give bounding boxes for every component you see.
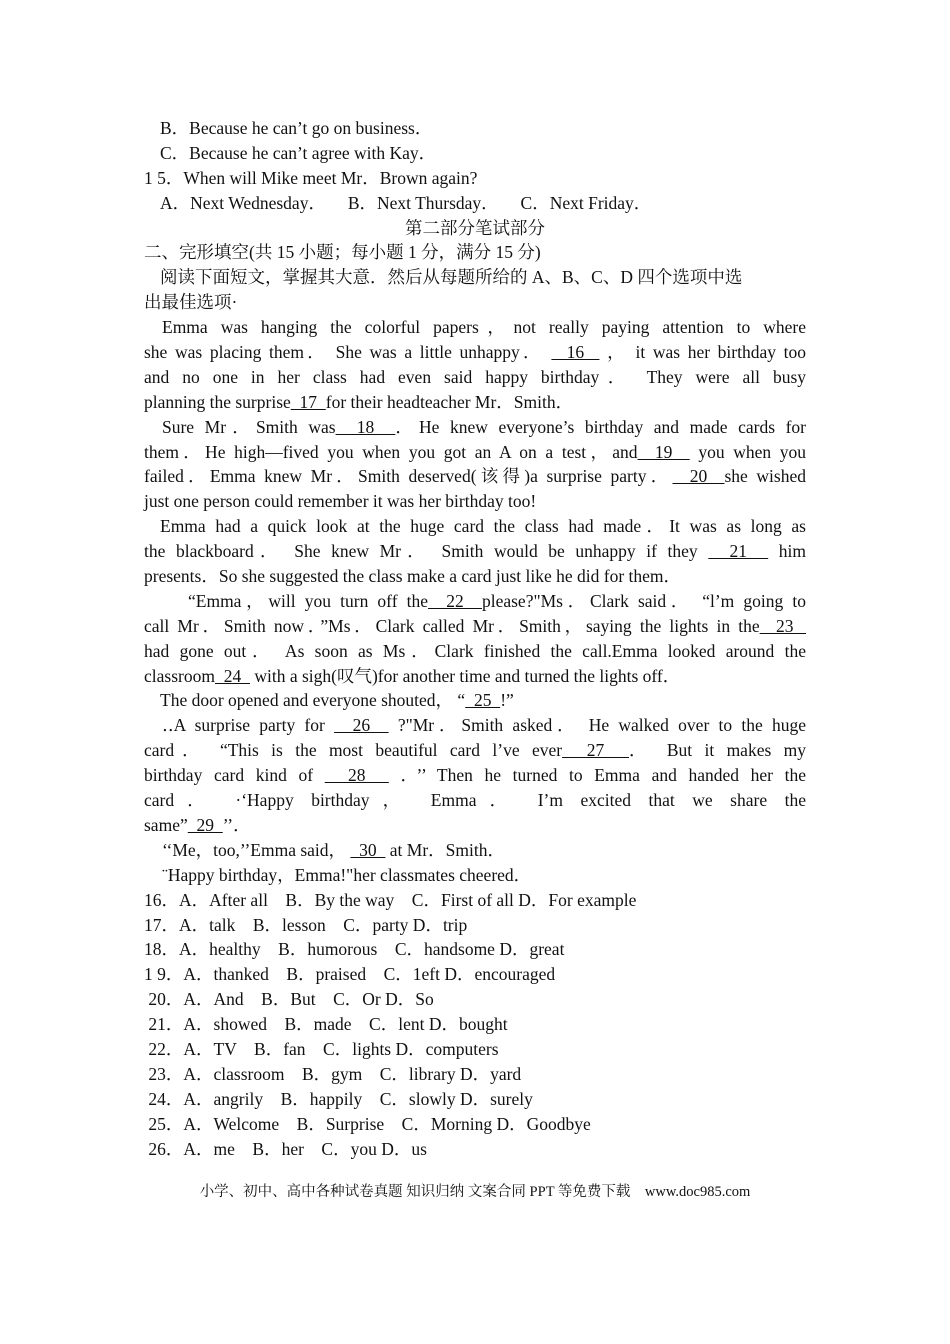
passage-line: failed．Emma knew Mr．Smith deserved(该得)a surprise party． 20 she wished [144, 466, 806, 487]
passage-line: the blackboard． She knew Mr． Smith would be unhappy if they 21 him [144, 541, 806, 562]
question-18: 18．A．healthy B．humorous C．handsome D．great [144, 939, 565, 960]
passage-line: them．He high—fived you when you got an A on a test，and 19 you when you [144, 441, 806, 462]
passage-line: Sure Mr．Smith was 18 ．He knew everyone’s birthday and made cards for [162, 416, 806, 437]
passage-line: she was placing them． She was a little unhappy． 16 ， it was her birthday too [144, 342, 806, 363]
part-title: 第二部分笔试部分 [405, 217, 545, 238]
passage-line: Emma was hanging the colorful papers，not really paying attention to where [162, 317, 806, 338]
question-21: 21．A．showed B．made C．lent D．bought [144, 1014, 508, 1035]
passage-line: card． “This is the most beautiful card l’ve ever 27 ． But it makes my [144, 740, 806, 761]
question-17: 17．A．talk B．lesson C．party D．trip [144, 914, 468, 935]
q15-options [144, 191, 806, 216]
question-25: 25．A．Welcome B．Surprise C．Morning D．Goodbye [144, 1113, 591, 1134]
passage-line: ‥A surprise party for 26 ?"Mr．Smith asked． He walked over to the huge [162, 715, 806, 736]
passage-line: same” 29 ’’． [144, 814, 251, 835]
passage-line: Emma had a quick look at the huge card the class had made．It was as long as [160, 516, 806, 537]
blank-27: 27 [562, 740, 629, 761]
passage-line: just one person could remember it was her birthday too! [144, 491, 537, 512]
question-26: 26．A．me B．her C．you D．us [144, 1138, 427, 1159]
passage-line: call Mr．Smith now．”Ms．Clark called Mr．Smith，saying the lights in the 23 [144, 615, 806, 636]
passage-line: ‘‘Me，too,’’Emma said， 30 at Mr．Smith． [162, 839, 505, 860]
instructions-line-1: 阅读下面短文，掌握其大意．然后从每题所给的 A、B、C、D 四个选项中选 [160, 267, 743, 288]
passage-line: presents．So she suggested the class make a card just like he did for them． [144, 566, 682, 587]
question-22: 22．A．TV B．fan C．lights D．computers [144, 1038, 499, 1059]
passage-line: planning the surprise 17 for their headteacher Mr．Smith． [144, 391, 574, 412]
passage-line: “Emma，will you turn off the 22 please?"Ms．Clark said． “l’m going to [188, 590, 806, 611]
exam-content [144, 116, 806, 1161]
question-16: 16．A．After all B．By the way C．First of all D．For example [144, 889, 637, 910]
q14-option-b: B．Because he can’t go on business． [160, 118, 433, 138]
blank-29: 29 [187, 814, 223, 835]
passage-line: The door opened and everyone shouted， “ 25 !” [160, 690, 514, 711]
passage-line: classroom 24 with a sigh(叹气)for another time and turned the lights off． [144, 665, 681, 686]
section-heading: 二、完形填空(共 15 小题；每小题 1 分，满分 15 分) [144, 242, 541, 263]
passage-line: and no one in her class had even said happy birthday． They were all busy [144, 366, 806, 387]
q15-option-c: C．Next Friday． [520, 192, 652, 213]
blank-26: 26 [334, 715, 389, 736]
passage-line: had gone out． As soon as Ms．Clark finished the call.Emma looked around the [144, 640, 806, 661]
blank-25: 25 [465, 690, 501, 711]
question-23: 23．A．classroom B．gym C．library D．yard [144, 1063, 522, 1084]
passage-line: card． ·‘Happy birthday， Emma． I’m excited that we share the [144, 790, 806, 811]
q14-option-c: C．Because he can’t agree with Kay． [160, 142, 437, 163]
blank-16: 16 [551, 342, 600, 363]
passage-line: ¨Happy birthday，Emma!"her classmates cheered． [162, 864, 532, 885]
blank-24: 24 [214, 665, 250, 686]
blank-21: 21 [708, 541, 769, 562]
q15-option-b: B．Next Thursday． [347, 192, 499, 213]
blank-19: 19 [637, 441, 690, 462]
q15-option-a: A．Next Wednesday． [160, 192, 326, 213]
question-20: 20．A．And B．But C．Or D．So [144, 989, 434, 1010]
instructions-line-2: 出最佳选项· [144, 292, 238, 313]
page-footer: 小学、初中、高中各种试卷真题 知识归纳 文案合同 PPT 等免费下载 www.doc985.com [199, 1184, 751, 1200]
blank-22: 22 [428, 590, 482, 611]
question-24: 24．A．angrily B．happily C．slowly D．surely [144, 1088, 533, 1109]
q15-question: 1 5．When will Mike meet Mr．Brown again? [144, 167, 478, 188]
question-19: 1 9．A．thanked B．praised C．1eft D．encouraged [144, 964, 556, 985]
blank-28: 28 [324, 765, 389, 786]
blank-30: 30 [350, 839, 386, 860]
blank-20: 20 [672, 466, 725, 487]
blank-18: 18 [335, 416, 396, 437]
blank-17: 17 [290, 391, 326, 412]
passage-line: birthday card kind of 28 ．’’ Then he turned to Emma and handed her the [144, 765, 806, 786]
blank-23: 23 [759, 615, 806, 636]
